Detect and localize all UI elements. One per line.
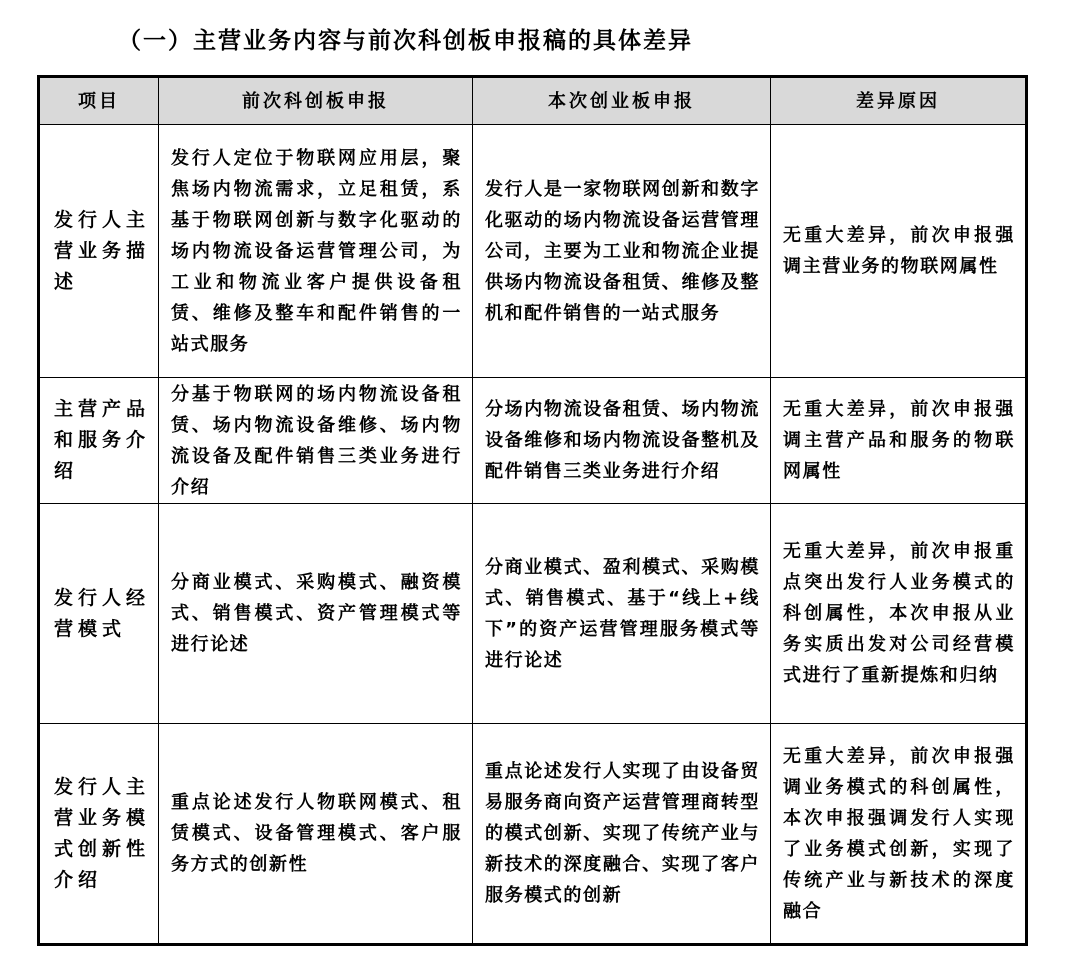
reason-cell: 无重大差异，前次申报强调主营业务的物联网属性	[771, 125, 1027, 378]
table-row	[39, 504, 1027, 724]
previous-cell: 分基于物联网的场内物流设备租赁、场内物流设备维修、场内物流设备及配件销售三类业务进行介绍	[159, 378, 473, 504]
header-reason: 差异原因	[771, 77, 1027, 125]
section-title: （一）主营业务内容与前次科创板申报稿的具体差异	[118, 28, 693, 54]
item-cell: 主营产品和服务介绍	[39, 378, 159, 504]
difference-table	[37, 75, 1028, 946]
item-cell: 发行人主营业务描述	[39, 125, 159, 378]
current-cell: 重点论述发行人实现了由设备贸易服务商向资产运营管理商转型的模式创新、实现了传统产业与新技术的深度融合、实现了客户服务模式的创新	[473, 724, 771, 945]
item-cell: 发行人经营模式	[39, 504, 159, 724]
reason-cell: 无重大差异，前次申报重点突出发行人业务模式的科创属性，本次申报从业务实质出发对公司经营模式进行了重新提炼和归纳	[771, 504, 1027, 724]
current-cell: 分场内物流设备租赁、场内物流设备维修和场内物流设备整机及配件销售三类业务进行介绍	[473, 378, 771, 504]
current-cell: 分商业模式、盈利模式、采购模式、销售模式、基于“线上+线下”的资产运营管理服务模式等进行论述	[473, 504, 771, 724]
reason-cell: 无重大差异，前次申报强调主营产品和服务的物联网属性	[771, 378, 1027, 504]
previous-cell: 重点论述发行人物联网模式、租赁模式、设备管理模式、客户服务方式的创新性	[159, 724, 473, 945]
item-cell: 发行人主营业务模式创新性介绍	[39, 724, 159, 945]
previous-cell: 发行人定位于物联网应用层，聚焦场内物流需求，立足租赁，系基于物联网创新与数字化驱动的场内物流设备运营管理公司，为工业和物流业客户提供设备租赁、维修及整车和配件销售的一站式服务	[159, 125, 473, 378]
current-cell: 发行人是一家物联网创新和数字化驱动的场内物流设备运营管理公司，主要为工业和物流企业提供场内物流设备租赁、维修及整机和配件销售的一站式服务	[473, 125, 771, 378]
table-row	[39, 125, 1027, 378]
table-header-row	[39, 77, 1027, 125]
reason-cell: 无重大差异，前次申报强调业务模式的科创属性，本次申报强调发行人实现了业务模式创新，实现了传统产业与新技术的深度融合	[771, 724, 1027, 945]
previous-cell: 分商业模式、采购模式、融资模式、销售模式、资产管理模式等进行论述	[159, 504, 473, 724]
header-previous: 前次科创板申报	[159, 77, 473, 125]
table-row	[39, 724, 1027, 945]
header-item: 项目	[39, 77, 159, 125]
header-current: 本次创业板申报	[473, 77, 771, 125]
table-row	[39, 378, 1027, 504]
